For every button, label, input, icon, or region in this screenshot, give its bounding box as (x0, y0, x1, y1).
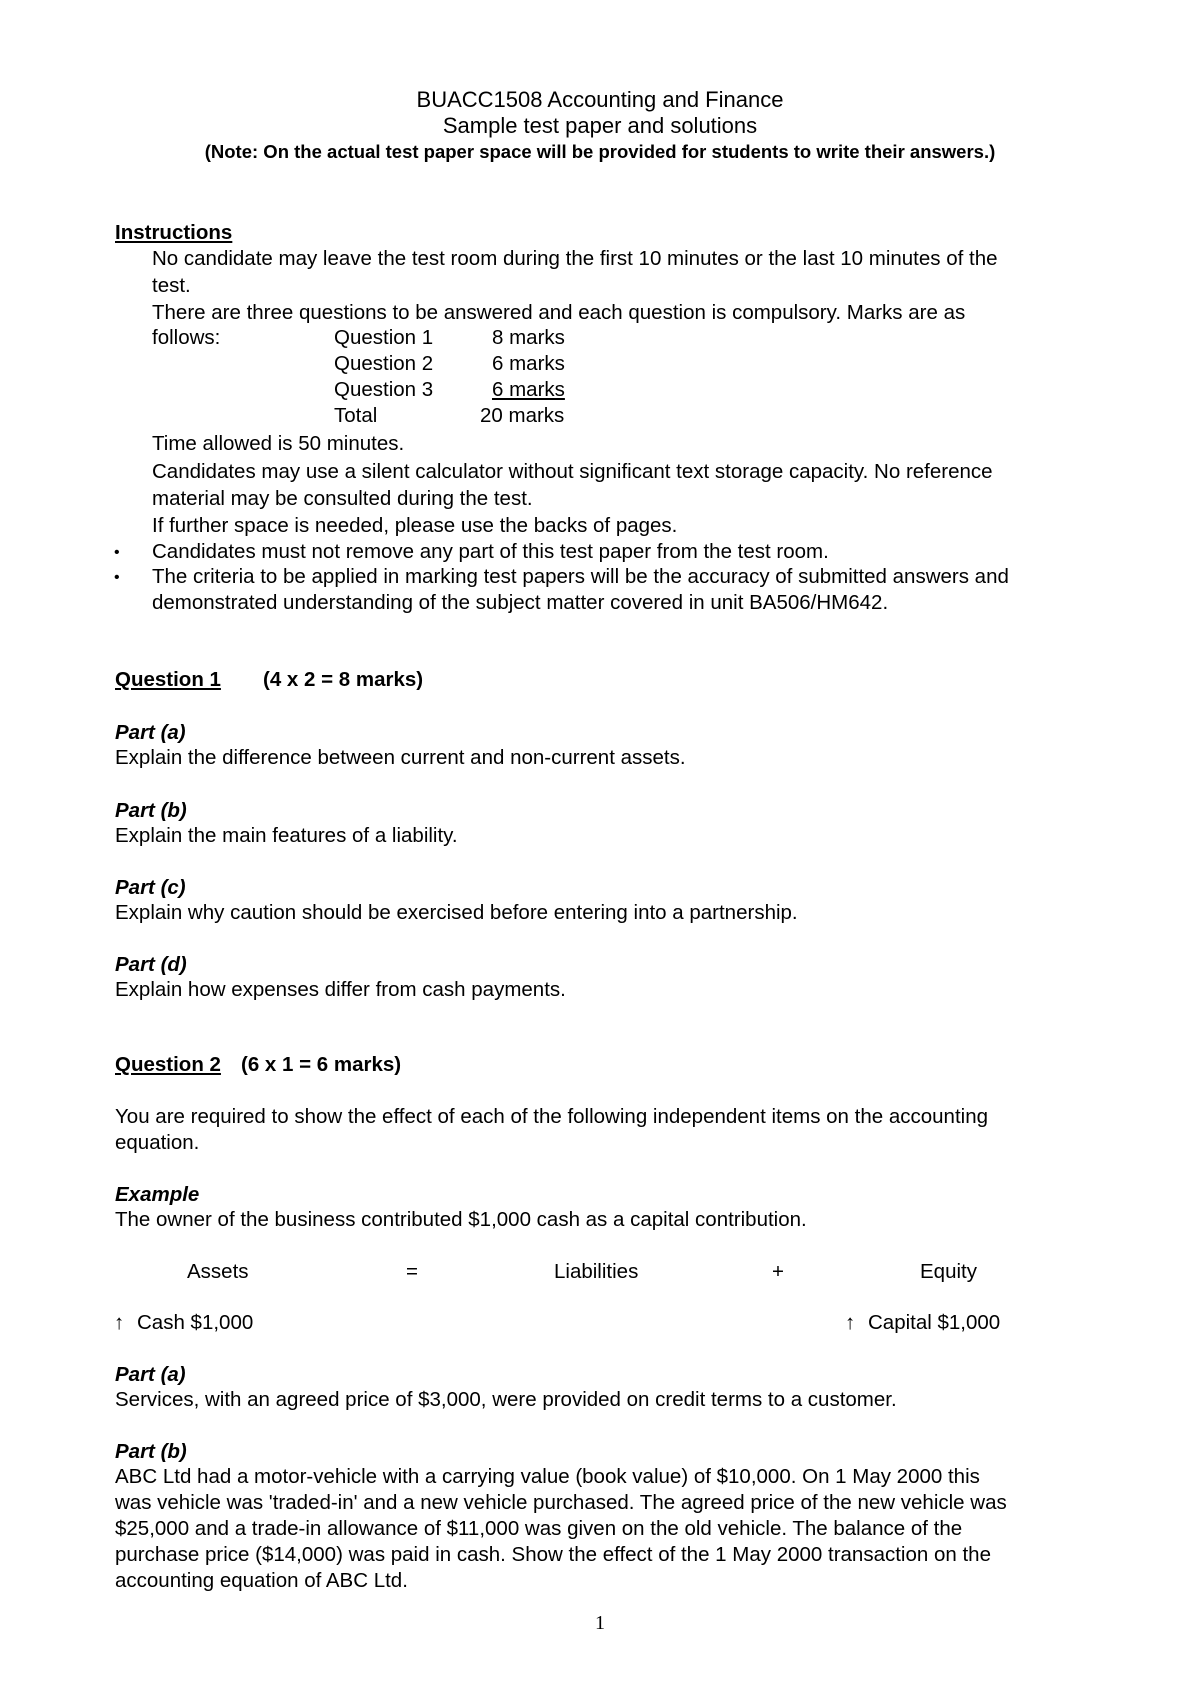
up-arrow-icon: ↑ (114, 1311, 125, 1334)
bullet-icon: • (114, 569, 120, 586)
instruction-line: demonstrated understanding of the subject matter covered in unit BA506/HM642. (152, 591, 889, 614)
instruction-line: No candidate may leave the test room during the first 10 minutes or the last 10 minutes of the (152, 247, 998, 270)
example-text: The owner of the business contributed $1,000 cash as a capital contribution. (115, 1208, 807, 1231)
bullet-icon: • (114, 544, 120, 561)
q1-part-c-text: Explain why caution should be exercised before entering into a partnership. (115, 901, 798, 924)
example-asset-effect: Cash $1,000 (137, 1311, 254, 1334)
q2-part-b-line: was vehicle was 'traded-in' and a new vehicle purchased. The agreed price of the new vehicle was (115, 1491, 1007, 1514)
instruction-bullet: Candidates must not remove any part of this test paper from the test room. (152, 540, 829, 563)
q2-part-a-text: Services, with an agreed price of $3,000, were provided on credit terms to a customer. (115, 1388, 897, 1411)
q2-part-b-line: ABC Ltd had a motor-vehicle with a carrying value (book value) of $10,000. On 1 May 2000 this (115, 1465, 980, 1488)
question-2-marks: (6 x 1 = 6 marks) (241, 1053, 402, 1076)
q1-part-d-text: Explain how expenses differ from cash payments. (115, 978, 566, 1001)
q1-part-b-text: Explain the main features of a liability. (115, 824, 458, 847)
instruction-line: There are three questions to be answered and each question is compulsory. Marks are as (152, 301, 966, 324)
question-1-heading: Question 1 (115, 668, 221, 691)
instructions-heading: Instructions (115, 221, 233, 244)
question-1-marks: (4 x 2 = 8 marks) (263, 668, 424, 691)
instruction-line: material may be consulted during the test. (152, 487, 533, 510)
q1-part-b-label: Part (b) (115, 799, 187, 822)
instruction-line: Candidates may use a silent calculator without significant text storage capacity. No reference (152, 460, 993, 483)
q2-intro: You are required to show the effect of each of the following independent items on the accounting (115, 1105, 988, 1128)
marks-value: 6 marks (492, 352, 565, 375)
document-note: (Note: On the actual test paper space will be provided for students to write their answers.) (204, 141, 996, 162)
equation-equity: Equity (920, 1260, 977, 1283)
q2-intro: equation. (115, 1131, 200, 1154)
q1-part-d-label: Part (d) (115, 953, 187, 976)
marks-question: Question 2 (334, 352, 434, 375)
q1-part-c-label: Part (c) (115, 876, 186, 899)
marks-value: 8 marks (492, 326, 565, 349)
question-2-heading: Question 2 (115, 1053, 221, 1076)
marks-question: Question 3 (334, 378, 434, 401)
q2-part-b-line: accounting equation of ABC Ltd. (115, 1569, 408, 1592)
instruction-line: Time allowed is 50 minutes. (152, 432, 405, 455)
marks-value: 20 marks (480, 404, 565, 427)
page-number: 1 (595, 1612, 605, 1634)
marks-value: 6 marks (492, 378, 565, 401)
q1-part-a-text: Explain the difference between current and non-current assets. (115, 746, 686, 769)
instruction-line: test. (152, 274, 191, 297)
instruction-line: follows: (152, 326, 221, 349)
equation-plus: + (772, 1260, 784, 1283)
marks-question: Question 1 (334, 326, 434, 349)
q1-part-a-label: Part (a) (115, 721, 186, 744)
example-equity-effect: Capital $1,000 (868, 1311, 1001, 1334)
equation-equals: = (406, 1260, 418, 1283)
q2-part-b-line: $25,000 and a trade-in allowance of $11,000 was given on the old vehicle. The balance of the (115, 1517, 963, 1540)
document-title: BUACC1508 Accounting and Finance (416, 87, 784, 112)
q2-part-b-line: purchase price ($14,000) was paid in cash. Show the effect of the 1 May 2000 transaction on the (115, 1543, 991, 1566)
instruction-bullet: The criteria to be applied in marking test papers will be the accuracy of submitted answers and (152, 565, 1009, 588)
document-subtitle: Sample test paper and solutions (442, 113, 758, 138)
instruction-line: If further space is needed, please use the backs of pages. (152, 514, 678, 537)
q2-part-a-label: Part (a) (115, 1363, 186, 1386)
marks-question: Total (334, 404, 378, 427)
up-arrow-icon: ↑ (845, 1311, 856, 1334)
q2-part-b-label: Part (b) (115, 1440, 187, 1463)
equation-assets: Assets (187, 1260, 249, 1283)
equation-liabilities: Liabilities (554, 1260, 639, 1283)
example-label: Example (115, 1183, 200, 1206)
